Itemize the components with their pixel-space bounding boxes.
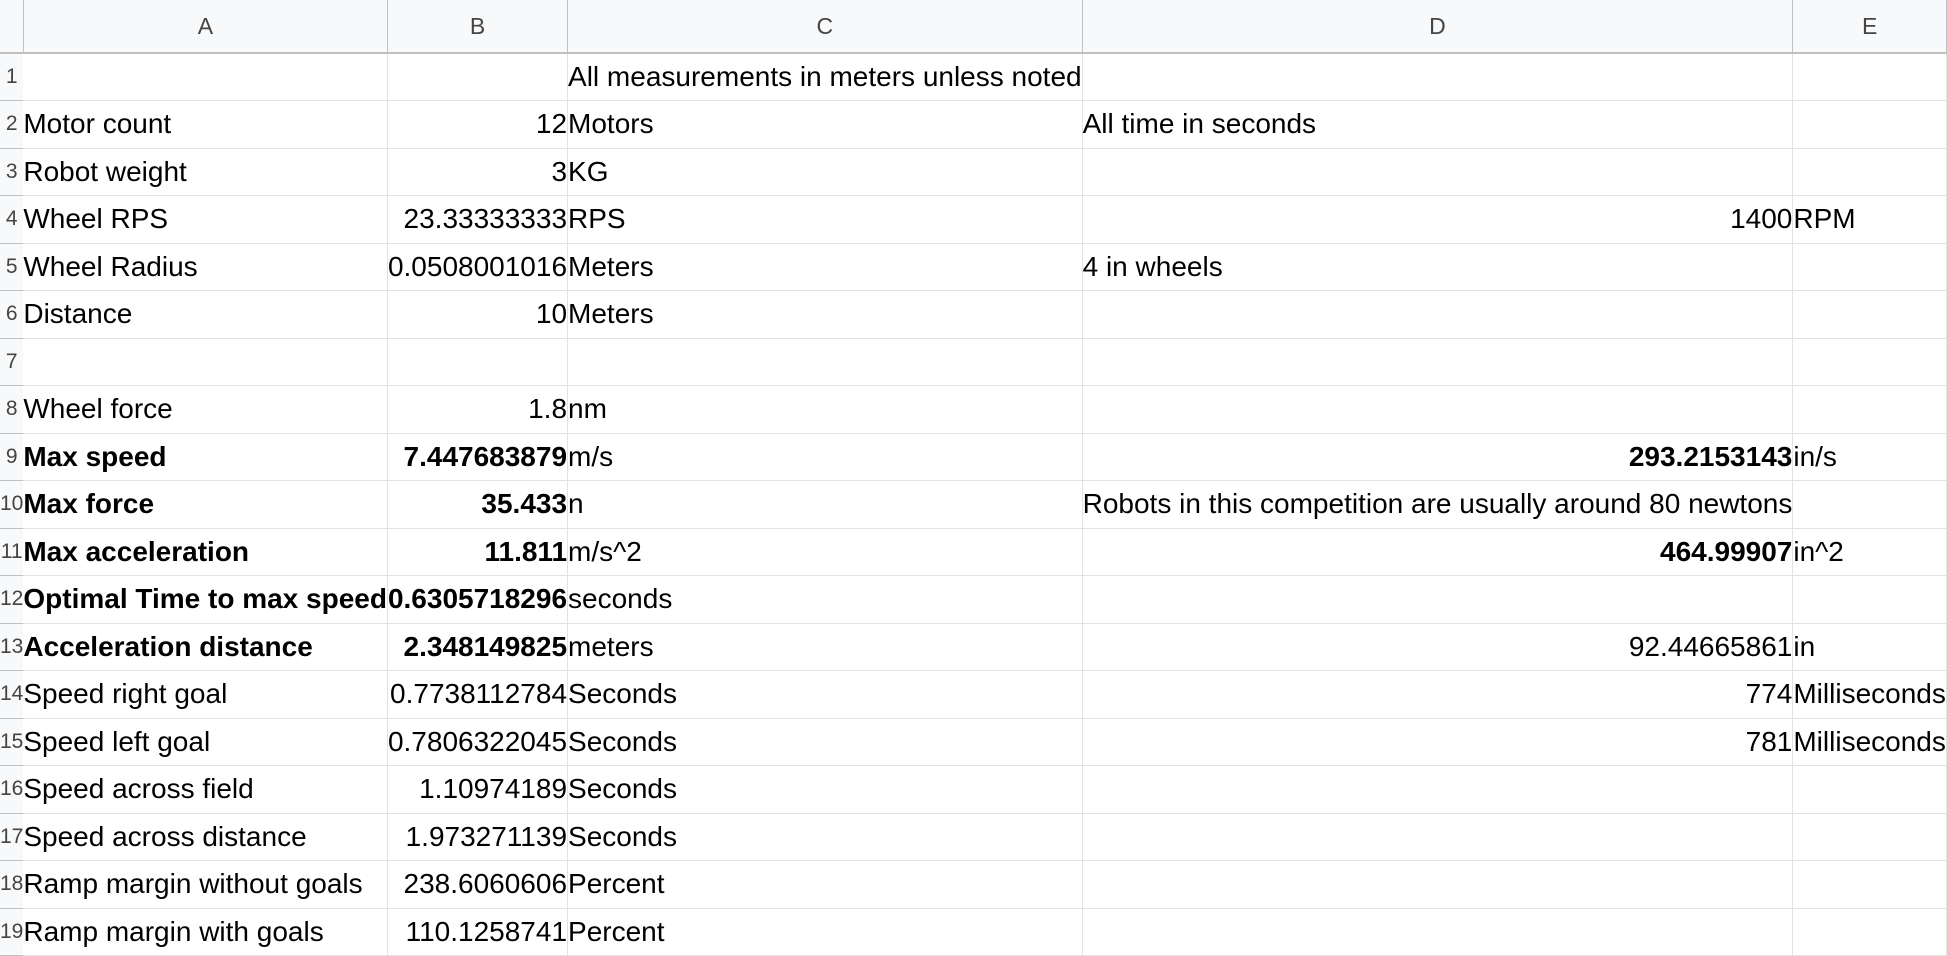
cell-b14[interactable]: 0.7738112784 <box>387 671 567 719</box>
cell-e13[interactable]: in <box>1793 623 1947 671</box>
column-header-e[interactable]: E <box>1793 0 1947 53</box>
table-row <box>0 623 1946 671</box>
column-header-b[interactable]: B <box>387 0 567 53</box>
row-header[interactable]: 7 <box>0 338 23 386</box>
cell-c8[interactable]: nm <box>568 386 1083 434</box>
cell-d7[interactable] <box>1082 338 1793 386</box>
cell-b1[interactable] <box>387 53 567 101</box>
cell-d2[interactable]: All time in seconds <box>1082 101 1793 149</box>
cell-c5[interactable]: Meters <box>568 243 1083 291</box>
cell-e5[interactable] <box>1793 243 1947 291</box>
cell-b2[interactable]: 12 <box>387 101 567 149</box>
cell-d19[interactable] <box>1082 908 1793 956</box>
cell-e15[interactable]: Milliseconds <box>1793 718 1947 766</box>
select-all-corner[interactable] <box>0 0 23 53</box>
cell-a15[interactable]: Speed left goal <box>23 718 387 766</box>
cell-c9[interactable]: m/s <box>568 433 1083 481</box>
cell-c3[interactable]: KG <box>568 148 1083 196</box>
cell-d9[interactable]: 293.2153143 <box>1082 433 1793 481</box>
cell-c4[interactable]: RPS <box>568 196 1083 244</box>
cell-c16[interactable]: Seconds <box>568 766 1083 814</box>
row-header[interactable]: 10 <box>0 481 23 529</box>
cell-e8[interactable] <box>1793 386 1947 434</box>
cell-b17[interactable]: 1.973271139 <box>387 813 567 861</box>
column-header-a[interactable]: A <box>23 0 387 53</box>
row-header[interactable]: 1 <box>0 53 23 101</box>
cell-e18[interactable] <box>1793 861 1947 909</box>
cell-a19[interactable]: Ramp margin with goals <box>23 908 387 956</box>
cell-d10[interactable]: Robots in this competition are usually around 80 newtons <box>1082 481 1793 529</box>
table-row <box>0 196 1946 244</box>
cell-c11[interactable]: m/s^2 <box>568 528 1083 576</box>
cell-a5[interactable]: Wheel Radius <box>23 243 387 291</box>
cell-b18[interactable]: 238.6060606 <box>387 861 567 909</box>
cell-e11[interactable]: in^2 <box>1793 528 1947 576</box>
cell-b10[interactable]: 35.433 <box>387 481 567 529</box>
cell-c19[interactable]: Percent <box>568 908 1083 956</box>
cell-b11[interactable]: 11.811 <box>387 528 567 576</box>
row-header[interactable]: 11 <box>0 528 23 576</box>
cell-c6[interactable]: Meters <box>568 291 1083 339</box>
cell-a11[interactable]: Max acceleration <box>23 528 387 576</box>
row-header[interactable]: 4 <box>0 196 23 244</box>
cell-b7[interactable] <box>387 338 567 386</box>
cell-e19[interactable] <box>1793 908 1947 956</box>
cell-b16[interactable]: 1.10974189 <box>387 766 567 814</box>
cell-b5[interactable]: 0.0508001016 <box>387 243 567 291</box>
cell-a10[interactable]: Max force <box>23 481 387 529</box>
cell-a17[interactable]: Speed across distance <box>23 813 387 861</box>
row-header[interactable]: 8 <box>0 386 23 434</box>
cell-e10[interactable] <box>1793 481 1947 529</box>
table-row <box>0 718 1946 766</box>
cell-a18[interactable]: Ramp margin without goals <box>23 861 387 909</box>
table-row <box>0 671 1946 719</box>
table-row <box>0 528 1946 576</box>
cell-c13[interactable]: meters <box>568 623 1083 671</box>
row-header[interactable]: 19 <box>0 908 23 956</box>
cell-d3[interactable] <box>1082 148 1793 196</box>
column-header-c[interactable]: C <box>568 0 1083 53</box>
cell-a14[interactable]: Speed right goal <box>23 671 387 719</box>
cell-a9[interactable]: Max speed <box>23 433 387 481</box>
row-header[interactable]: 15 <box>0 718 23 766</box>
row-header[interactable]: 14 <box>0 671 23 719</box>
cell-b15[interactable]: 0.7806322045 <box>387 718 567 766</box>
cell-d12[interactable] <box>1082 576 1793 624</box>
column-header-d[interactable]: D <box>1082 0 1793 53</box>
cell-c1[interactable]: All measurements in meters unless noted <box>568 53 1083 101</box>
cell-b6[interactable]: 10 <box>387 291 567 339</box>
cell-e12[interactable] <box>1793 576 1947 624</box>
table-row <box>0 481 1946 529</box>
cell-c12[interactable]: seconds <box>568 576 1083 624</box>
table-row <box>0 338 1946 386</box>
cell-e4[interactable]: RPM <box>1793 196 1947 244</box>
cell-d4[interactable]: 1400 <box>1082 196 1793 244</box>
cell-d8[interactable] <box>1082 386 1793 434</box>
cell-e1[interactable] <box>1793 53 1947 101</box>
cell-d13[interactable]: 92.44665861 <box>1082 623 1793 671</box>
cell-d16[interactable] <box>1082 766 1793 814</box>
cell-d18[interactable] <box>1082 861 1793 909</box>
cell-c14[interactable]: Seconds <box>568 671 1083 719</box>
cell-d11[interactable]: 464.99907 <box>1082 528 1793 576</box>
table-row <box>0 148 1946 196</box>
cell-e7[interactable] <box>1793 338 1947 386</box>
row-header[interactable]: 17 <box>0 813 23 861</box>
cell-a12[interactable]: Optimal Time to max speed <box>23 576 387 624</box>
row-header[interactable]: 12 <box>0 576 23 624</box>
cell-b12[interactable]: 0.6305718296 <box>387 576 567 624</box>
cell-a2[interactable]: Motor count <box>23 101 387 149</box>
cell-a4[interactable]: Wheel RPS <box>23 196 387 244</box>
table-row <box>0 243 1946 291</box>
cell-e17[interactable] <box>1793 813 1947 861</box>
row-header[interactable]: 16 <box>0 766 23 814</box>
table-row <box>0 576 1946 624</box>
table-row <box>0 433 1946 481</box>
cell-c15[interactable]: Seconds <box>568 718 1083 766</box>
cell-d15[interactable]: 781 <box>1082 718 1793 766</box>
cell-d1[interactable] <box>1082 53 1793 101</box>
cell-d17[interactable] <box>1082 813 1793 861</box>
cell-b8[interactable]: 1.8 <box>387 386 567 434</box>
cell-b4[interactable]: 23.33333333 <box>387 196 567 244</box>
table-row <box>0 386 1946 434</box>
cell-b3[interactable]: 3 <box>387 148 567 196</box>
row-header[interactable]: 18 <box>0 861 23 909</box>
table-row <box>0 53 1946 101</box>
row-header[interactable]: 6 <box>0 291 23 339</box>
cell-e3[interactable] <box>1793 148 1947 196</box>
cell-a16[interactable]: Speed across field <box>23 766 387 814</box>
cell-d5[interactable]: 4 in wheels <box>1082 243 1793 291</box>
cell-c18[interactable]: Percent <box>568 861 1083 909</box>
cell-e6[interactable] <box>1793 291 1947 339</box>
row-header[interactable]: 9 <box>0 433 23 481</box>
cell-a7[interactable] <box>23 338 387 386</box>
table-row <box>0 861 1946 909</box>
cell-b9[interactable]: 7.447683879 <box>387 433 567 481</box>
cell-e9[interactable]: in/s <box>1793 433 1947 481</box>
cell-e2[interactable] <box>1793 101 1947 149</box>
cell-a3[interactable]: Robot weight <box>23 148 387 196</box>
cell-c7[interactable] <box>568 338 1083 386</box>
cell-e16[interactable] <box>1793 766 1947 814</box>
table-row <box>0 101 1946 149</box>
table-row <box>0 766 1946 814</box>
cell-a8[interactable]: Wheel force <box>23 386 387 434</box>
cell-b19[interactable]: 110.1258741 <box>387 908 567 956</box>
cell-c10[interactable]: n <box>568 481 1083 529</box>
row-header[interactable]: 13 <box>0 623 23 671</box>
cell-a6[interactable]: Distance <box>23 291 387 339</box>
row-header[interactable]: 5 <box>0 243 23 291</box>
row-header[interactable]: 3 <box>0 148 23 196</box>
table-row <box>0 291 1946 339</box>
table-row <box>0 908 1946 956</box>
row-header[interactable]: 2 <box>0 101 23 149</box>
cell-c17[interactable]: Seconds <box>568 813 1083 861</box>
cell-c2[interactable]: Motors <box>568 101 1083 149</box>
cell-a1[interactable] <box>23 53 387 101</box>
cell-e14[interactable]: Milliseconds <box>1793 671 1947 719</box>
cell-d6[interactable] <box>1082 291 1793 339</box>
cell-b13[interactable]: 2.348149825 <box>387 623 567 671</box>
cell-a13[interactable]: Acceleration distance <box>23 623 387 671</box>
table-row <box>0 813 1946 861</box>
cell-d14[interactable]: 774 <box>1082 671 1793 719</box>
